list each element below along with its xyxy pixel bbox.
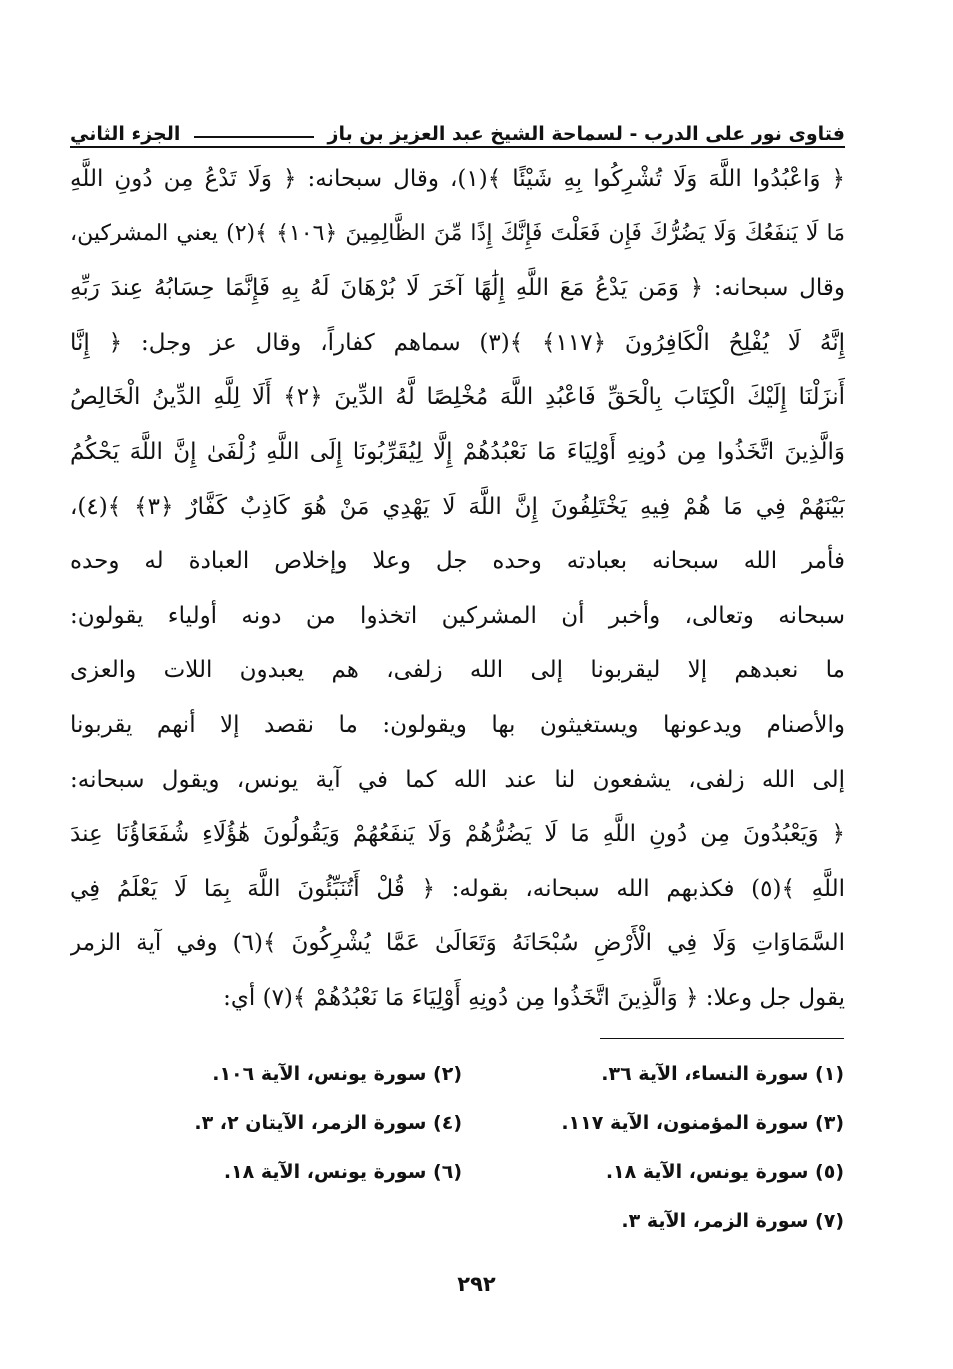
body-line: وَالَّذِينَ اتَّخَذُوا مِن دُونِهِ أَوْلِيَاءَ مَا نَعْبُدُهُمْ إِلَّا لِيُقَرِّبُونَا إِلَى اللَّهِ زُلْفَىٰ إِنَّ اللَّهَ يَحْكُمُ [70,438,845,465]
footnote-item: (٤) سورة الزمر، الآيتان ٢، ٣. [194,1112,462,1134]
body-line: أَنزَلْنَا إِلَيْكَ الْكِتَابَ بِالْحَقِّ فَاعْبُدِ اللَّهَ مُخْلِصًا لَّهُ الدِّينَ ﴿٢﴾ أَلَا لِلَّهِ الدِّينُ الْخَالِصُ [70,384,845,411]
body-line: والأصنام ويدعونها ويستغيثون بها ويقولون: ما نقصد إلا أنهم يقربونا [70,711,845,738]
body-line: إِنَّهُ لَا يُفْلِحُ الْكَافِرُونَ ﴿١١٧﴾ ﴾(٣) سماهم كفاراً، وقال عز وجل: ﴿ إِنَّا [70,329,845,356]
page-number: ٢٩٢ [457,1272,496,1296]
body-line: ما نعبدهم إلا ليقربونا إلى الله زلفى، هم يعبدون اللات والعزى [70,657,845,684]
footnote-item: (٢) سورة يونس، الآية ١٠٦. [212,1063,462,1085]
volume-label: الجزء الثاني [70,123,181,145]
footnotes [120,1050,844,1246]
footnote-item: (٧) سورة الزمر، الآية ٣. [621,1210,844,1232]
body-line: بَيْنَهُمْ فِي مَا هُمْ فِيهِ يَخْتَلِفُونَ إِنَّ اللَّهَ لَا يَهْدِي مَنْ هُوَ كَاذِبٌ كَفَّارٌ ﴿٣﴾ ﴾(٤)، [70,493,845,520]
body-line: سبحانه وتعالى، وأخبر أن المشركين اتخذوا من دونه أولياء يقولون: [70,602,845,629]
body-line: وقال سبحانه: ﴿ وَمَن يَدْعُ مَعَ اللَّهِ إِلَٰهًا آخَرَ لَا بُرْهَانَ لَهُ بِهِ فَإِنَّمَا حِسَابُهُ عِندَ رَبِّهِ [70,275,845,302]
body-line: السَّمَاوَاتِ وَلَا فِي الْأَرْضِ سُبْحَانَهُ وَتَعَالَىٰ عَمَّا يُشْرِكُونَ ﴾(٦) وفي آية الزمر [70,930,845,957]
body-text [70,152,845,1026]
running-header [70,104,845,144]
book-title: فتاوى نور على الدرب - لسماحة الشيخ عبد العزيز بن باز [327,123,845,145]
footnote-item: (٣) سورة المؤمنون، الآية ١١٧. [561,1112,844,1134]
body-line: يقول جل وعلا: ﴿ وَالَّذِينَ اتَّخَذُوا مِن دُونِهِ أَوْلِيَاءَ مَا نَعْبُدُهُمْ ﴾(٧) أي: [223,984,845,1011]
footnote-item: (٦) سورة يونس، الآية ١٨. [223,1161,462,1183]
footnote-item: (١) سورة النساء، الآية ٣٦. [601,1063,844,1085]
header-divider [70,146,845,148]
body-line: فأمر الله سبحانه بعبادته وحده جل وعلا وإخلاص العبادة له وحده [70,548,845,575]
footnote-rule [600,1038,844,1039]
footnote-item: (٥) سورة يونس، الآية ١٨. [605,1161,844,1183]
body-line: ﴿ وَيَعْبُدُونَ مِن دُونِ اللَّهِ مَا لَا يَضُرُّهُمْ وَلَا يَنفَعُهُمْ وَيَقُولُونَ هَٰؤُلَاءِ شُفَعَاؤُنَا عِندَ [70,821,845,848]
body-line: مَا لَا يَنفَعُكَ وَلَا يَضُرُّكَ فَإِن فَعَلْتَ فَإِنَّكَ إِذًا مِّنَ الظَّالِمِينَ ﴿١٠٦﴾ ﴾(٢) يعني المشركين، [70,220,845,246]
body-line: ﴿ وَاعْبُدُوا اللَّهَ وَلَا تُشْرِكُوا بِهِ شَيْئًا ﴾(١)، وقال سبحانه: ﴿ وَلَا تَدْعُ مِن دُونِ اللَّهِ [70,166,845,192]
body-line: اللَّهِ ﴾(٥) فكذبهم الله سبحانه، بقوله: ﴿ قُلْ أَتُنَبِّئُونَ اللَّهَ بِمَا لَا يَعْلَمُ فِي [70,875,845,902]
body-line: إلى الله زلفى، يشفعون لنا عند الله كما في آية يونس، ويقول سبحانه: [70,766,845,793]
header-rule [194,136,313,138]
